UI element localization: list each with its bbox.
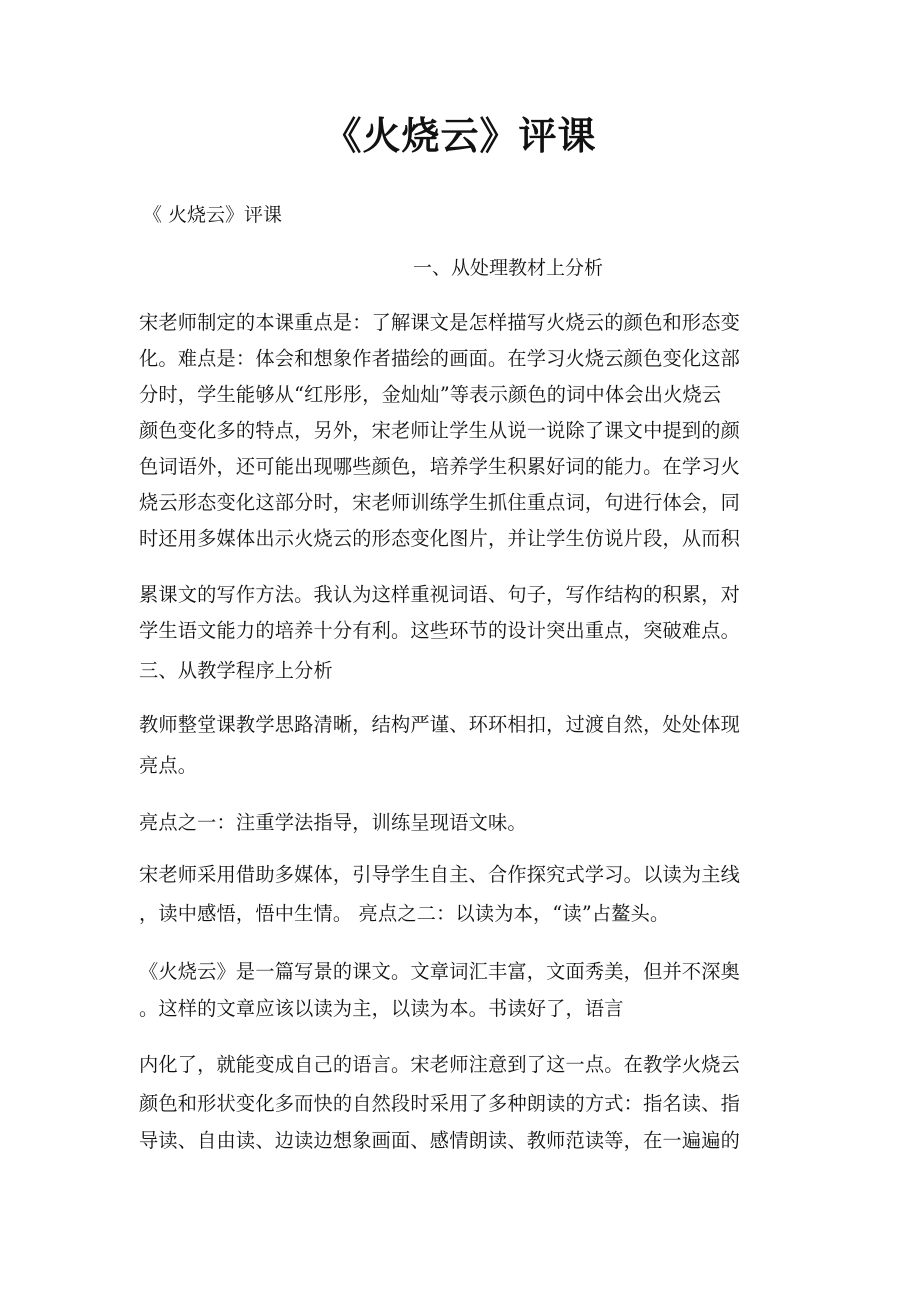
paragraph-line: 时还用多媒体出示火烧云的形态变化图片，并让学生仿说片段，从而积 — [139, 527, 741, 550]
paragraph-line: 色词语外，还可能出现哪些颜色，培养学生积累好词的能力。在学习火 — [139, 455, 741, 478]
paragraph-line: 。这样的文章应该以读为主，以读为本。书读好了，语言 — [139, 997, 624, 1020]
paragraph-line: 分时，学生能够从“红彤彤，金灿灿”等表示颜色的词中体会出火烧云 — [139, 383, 722, 406]
paragraph-line: 《火烧云》是一篇写景的课文。文章词汇丰富，文面秀美，但并不深奥 — [139, 960, 741, 983]
paragraph-line: 颜色和形状变化多而快的自然段时采用了多种朗读的方式：指名读、指 — [139, 1092, 741, 1115]
document-title: 《火烧云》评课 — [323, 113, 597, 158]
paragraph-line: 内化了，就能变成自己的语言。宋老师注意到了这一点。在教学火烧云 — [139, 1053, 741, 1076]
paragraph-line: 颜色变化多的特点，另外，宋老师让学生从说一说除了课文中提到的颜 — [139, 419, 741, 442]
paragraph-line: 宋老师制定的本课重点是：了解课文是怎样描写火烧云的颜色和形态变 — [139, 311, 741, 334]
paragraph-line: 亮点之一：注重学法指导，训练呈现语文味。 — [139, 811, 527, 834]
paragraph-line: 导读、自由读、边读边想象画面、感情朗读、教师范读等，在一遍遍的 — [139, 1129, 741, 1152]
section-heading-one: 一、从处理教材上分析 — [413, 257, 604, 279]
paragraph-line: 累课文的写作方法。我认为这样重视词语、句子，写作结构的积累，对 — [139, 583, 741, 606]
paragraph-line: 学生语文能力的培养十分有利。这些环节的设计突出重点，突破难点。 — [139, 619, 741, 642]
paragraph-line: 化。难点是：体会和想象作者描绘的画面。在学习火烧云颜色变化这部 — [139, 347, 741, 370]
paragraph-line: 教师整堂课教学思路清晰，结构严谨、环环相扣，过渡自然，处处体现 — [139, 713, 741, 736]
paragraph-line: 亮点。 — [139, 754, 198, 777]
document-subtitle: 《 火烧云》评课 — [143, 204, 283, 226]
paragraph-line: 烧云形态变化这部分时，宋老师训练学生抓住重点词，句进行体会，同 — [139, 491, 741, 514]
paragraph-line: 宋老师采用借助多媒体，引导学生自主、合作探究式学习。以读为主线 — [139, 863, 741, 886]
paragraph-line: ，读中感悟，悟中生情。 亮点之二：以读为本，“读”占鳌头。 — [139, 902, 670, 925]
section-heading-three: 三、从教学程序上分析 — [139, 659, 333, 682]
